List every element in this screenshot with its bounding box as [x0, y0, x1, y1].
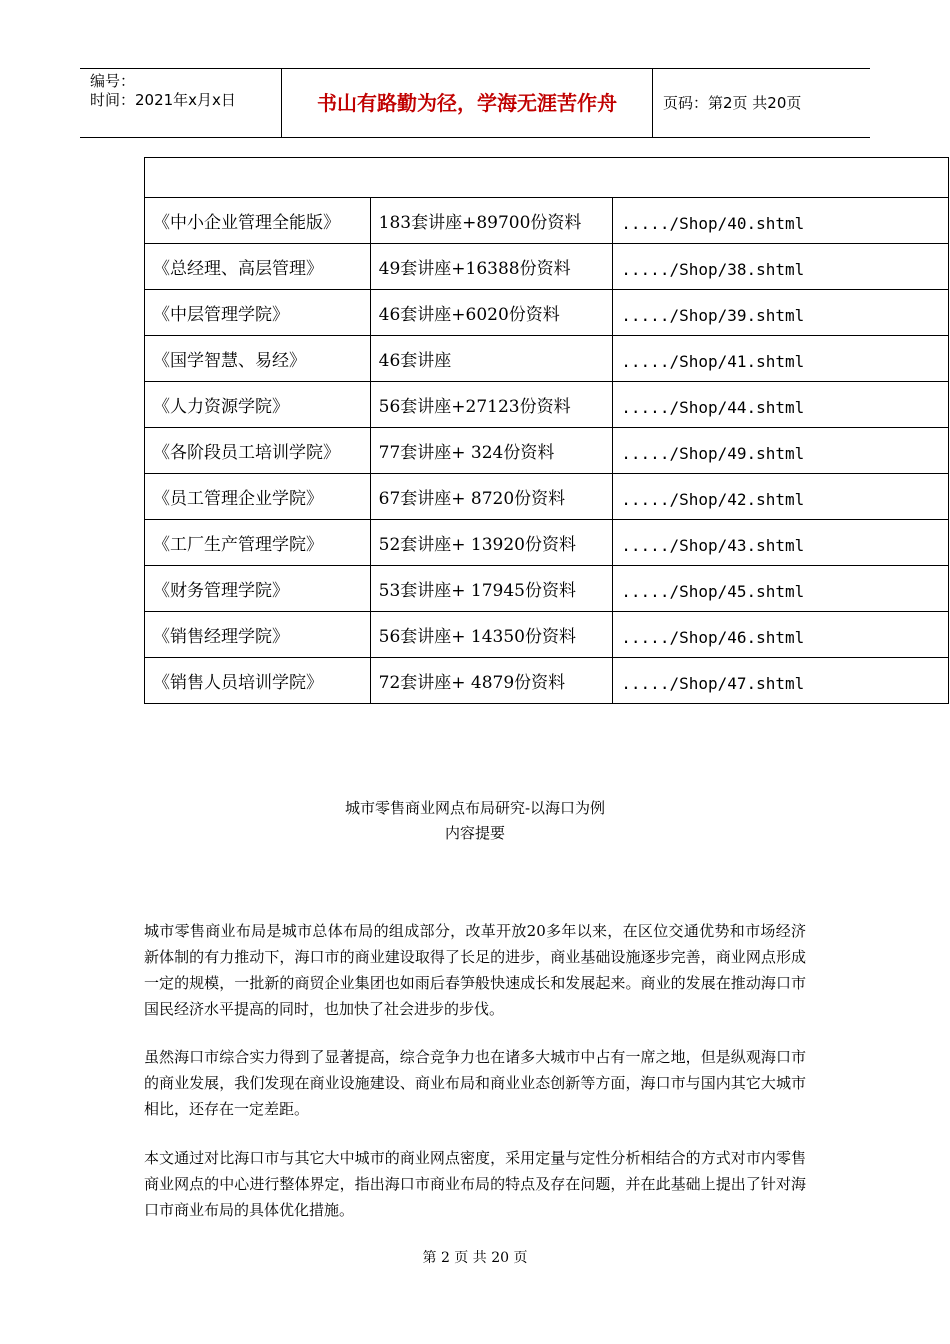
course-name: 《销售人员培训学院》: [145, 658, 371, 704]
document-time-label: 时间：2021年x月x日: [90, 91, 236, 109]
header-meta: [80, 69, 282, 137]
article-paragraph: 城市零售商业布局是城市总体布局的组成部分，改革开放20多年以来，在区位交通优势和市场经济新体制的有力推动下，海口市的商业建设取得了长足的进步，商业基础设施逐步完善，商业网点形成一定的规模，一批新的商贸企业集团也如雨后春笋般快速成长和发展起来。商业的发展在推动海口市国民经济水平提高的同时，也加快了社会进步的步伐。: [144, 922, 806, 1018]
table-blank-cell: [145, 158, 949, 198]
course-name: 《员工管理企业学院》: [145, 474, 371, 520]
header-motto: 书山有路勤为径，学海无涯苦作舟: [282, 69, 653, 137]
course-content: 53套讲座+ 17945份资料: [370, 566, 613, 612]
course-name: 《销售经理学院》: [145, 612, 371, 658]
course-content: 77套讲座+ 324份资料: [370, 428, 613, 474]
course-name: 《中小企业管理全能版》: [145, 198, 371, 244]
table-row: [145, 566, 949, 612]
course-link[interactable]: ...../Shop/46.shtml: [613, 612, 949, 658]
course-name: 《中层管理学院》: [145, 290, 371, 336]
course-link[interactable]: ...../Shop/38.shtml: [613, 244, 949, 290]
course-table: [144, 157, 949, 704]
course-link[interactable]: ...../Shop/39.shtml: [613, 290, 949, 336]
table-row: [145, 198, 949, 244]
table-row: [145, 290, 949, 336]
article-title: 城市零售商业网点布局研究-以海口为例: [344, 799, 606, 817]
document-number-label: 编号：: [90, 72, 136, 90]
course-content: 183套讲座+89700份资料: [370, 198, 613, 244]
table-row: [145, 520, 949, 566]
course-name: 《工厂生产管理学院》: [145, 520, 371, 566]
course-content: 67套讲座+ 8720份资料: [370, 474, 613, 520]
table-row: [145, 658, 949, 704]
course-name: 《各阶段员工培训学院》: [145, 428, 371, 474]
article-subtitle: 内容提要: [444, 824, 505, 842]
article-paragraph: 虽然海口市综合实力得到了显著提高，综合竞争力也在诸多大城市中占有一席之地，但是纵观海口市的商业发展，我们发现在商业设施建设、商业布局和商业业态创新等方面，海口市与国内其它大城市相比，还存在一定差距。: [144, 1048, 806, 1118]
page-footer: 第 2 页 共 20 页: [422, 1250, 528, 1266]
course-link[interactable]: ...../Shop/49.shtml: [613, 428, 949, 474]
course-content: 56套讲座+ 14350份资料: [370, 612, 613, 658]
course-link[interactable]: ...../Shop/42.shtml: [613, 474, 949, 520]
header-page-label: 页码：第2页 共20页: [663, 94, 802, 112]
course-link[interactable]: ...../Shop/47.shtml: [613, 658, 949, 704]
course-content: 56套讲座+27123份资料: [370, 382, 613, 428]
course-name: 《总经理、高层管理》: [145, 244, 371, 290]
table-row: [145, 244, 949, 290]
course-content: 52套讲座+ 13920份资料: [370, 520, 613, 566]
table-row: [145, 474, 949, 520]
course-name: 《财务管理学院》: [145, 566, 371, 612]
table-header-row: [145, 158, 949, 198]
course-content: 49套讲座+16388份资料: [370, 244, 613, 290]
course-name: 《人力资源学院》: [145, 382, 371, 428]
course-link[interactable]: ...../Shop/41.shtml: [613, 336, 949, 382]
course-name: 《国学智慧、易经》: [145, 336, 371, 382]
course-content: 46套讲座: [370, 336, 613, 382]
table-row: [145, 336, 949, 382]
course-link[interactable]: ...../Shop/44.shtml: [613, 382, 949, 428]
course-link[interactable]: ...../Shop/40.shtml: [613, 198, 949, 244]
course-content: 72套讲座+ 4879份资料: [370, 658, 613, 704]
course-link[interactable]: ...../Shop/43.shtml: [613, 520, 949, 566]
page-header: [80, 68, 870, 138]
table-row: [145, 428, 949, 474]
table-row: [145, 382, 949, 428]
course-link[interactable]: ...../Shop/45.shtml: [613, 566, 949, 612]
course-content: 46套讲座+6020份资料: [370, 290, 613, 336]
table-row: [145, 612, 949, 658]
article-paragraph: 本文通过对比海口市与其它大中城市的商业网点密度，采用定量与定性分析相结合的方式对市内零售商业网点的中心进行整体界定，指出海口市商业布局的特点及存在问题，并在此基础上提出了针对海口市商业布局的具体优化措施。: [144, 1149, 806, 1219]
